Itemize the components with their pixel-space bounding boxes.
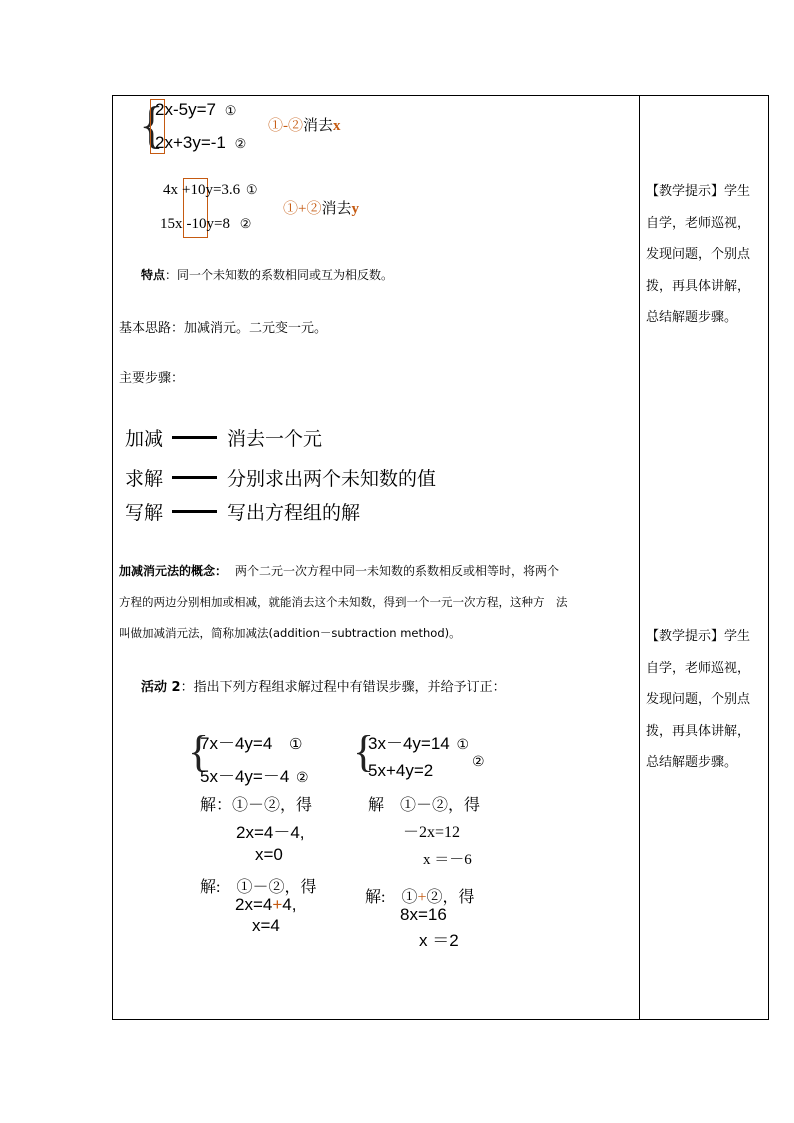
- solution-step: 解：①－②，得: [200, 797, 313, 814]
- corrected-sign: +: [272, 895, 283, 914]
- tip-line: 自学，老师巡视，: [646, 660, 751, 676]
- system2-equation-1: [163, 182, 258, 199]
- concept-line-1: [119, 562, 559, 579]
- tip-line: 【教学提示】学生: [646, 184, 751, 199]
- system1-note: [268, 114, 341, 135]
- solution-step: 2x=4－4,: [236, 823, 305, 842]
- concept-label: 加减消元法的概念：: [119, 564, 228, 578]
- equation-marker: ①: [245, 182, 258, 197]
- equation-part: 15x: [160, 216, 183, 232]
- step-description: 写出方程组的解: [227, 503, 361, 524]
- tip-line: 【教学提示】学生: [646, 629, 751, 644]
- tip-line: 发现问题，个别点: [646, 692, 751, 707]
- feature-line: [141, 266, 393, 283]
- activity-text: ：指出下列方程组求解过程中有错误步骤，并给予订正：: [180, 680, 506, 695]
- problem1-equation-1: [200, 729, 302, 754]
- activity-label: 活动 2: [141, 680, 181, 695]
- tip-line: 拨，再具体讲解，: [646, 723, 751, 739]
- concept-text: 两个二元一次方程中同一未知数的系数相反或相等时，将两个: [235, 564, 560, 578]
- equation-part: 解: ①: [365, 889, 418, 906]
- teaching-tip: [646, 176, 766, 334]
- problem2-equation-2: [368, 761, 433, 781]
- left-brace: {: [353, 727, 375, 776]
- equation-text: 3x－4y=14: [368, 734, 450, 753]
- feature-text: ：同一个未知数的系数相同或互为相反数。: [165, 268, 394, 282]
- correction-step: x=4: [252, 916, 280, 935]
- correction-step: [235, 895, 296, 915]
- equation-part: +10y=3.6: [182, 182, 241, 198]
- solution-step: x=0: [255, 845, 283, 864]
- tip-line: 拨，再具体讲解，: [646, 278, 751, 294]
- problem2-equation-1: [368, 729, 469, 754]
- teaching-tip: [646, 621, 766, 779]
- problem1-equation-2: [200, 762, 309, 787]
- corrected-sign: +: [417, 889, 427, 906]
- note-text: 消去: [321, 201, 352, 217]
- equation-part: 2x=4: [235, 895, 273, 914]
- system2-note: [283, 197, 359, 218]
- tip-line: 自学，老师巡视，: [646, 215, 751, 231]
- equation-marker: ②: [239, 216, 252, 231]
- tip-line: 总结解题步骤。: [646, 310, 738, 325]
- equation-marker: ①: [224, 103, 237, 118]
- step-name: 写解: [125, 503, 164, 524]
- note-text: 消去: [303, 118, 334, 134]
- tip-line: 总结解题步骤。: [646, 755, 738, 770]
- step-arrow-bar: [172, 510, 217, 513]
- equation-part: 4x: [163, 182, 178, 198]
- activity-line: [141, 676, 506, 695]
- correction-step: 解: ①－②，得: [200, 879, 317, 896]
- operation-label: ①+②: [283, 201, 322, 217]
- step-name: 求解: [125, 469, 164, 490]
- equation-marker: ①: [289, 736, 303, 753]
- equation-text: 7x－4y=4: [200, 734, 273, 753]
- system2-equation-2: [160, 216, 251, 233]
- equation-part: 4,: [282, 895, 297, 914]
- equation-text: 2x-5y=7: [155, 100, 216, 119]
- equation-marker: ②: [296, 769, 309, 785]
- eliminated-variable: y: [351, 201, 359, 217]
- system1-equation-2: [155, 133, 246, 153]
- equation-text: 2x+3y=-1: [155, 133, 226, 152]
- left-brace: {: [139, 97, 164, 154]
- step-name: 加减: [125, 429, 164, 450]
- equation-marker: ①: [456, 736, 470, 752]
- eliminated-variable: x: [333, 118, 341, 134]
- left-brace: {: [188, 727, 210, 776]
- tip-line: 发现问题，个别点: [646, 247, 751, 262]
- step-arrow-bar: [172, 476, 217, 479]
- correction-step: x ＝2: [419, 931, 459, 950]
- solution-step: －2x=12: [403, 824, 461, 841]
- equation-text: 5x－4y=－4: [200, 767, 290, 786]
- correction-step: [365, 884, 475, 907]
- correction-step: 8x=16: [400, 905, 447, 924]
- step-description: 分别求出两个未知数的值: [227, 469, 437, 490]
- system1-equation-1: [155, 100, 236, 120]
- equation-part: ②，得: [426, 889, 475, 906]
- equation-text: 5x+4y=2: [368, 761, 434, 780]
- operation-label: ①-②: [268, 118, 303, 134]
- column-divider: [639, 95, 640, 1020]
- basic-idea: 基本思路：加减消元。二元变一元。: [119, 321, 328, 336]
- feature-label: 特点: [141, 268, 166, 282]
- solution-step: x ＝－6: [423, 852, 472, 868]
- concept-line-3: 叫做加减消元法，简称加减法(addition－subtraction method)。: [119, 626, 461, 640]
- main-steps-label: 主要步骤：: [119, 371, 185, 386]
- solution-step: 解 ①－②，得: [368, 797, 481, 814]
- concept-line-2: 方程的两边分别相加或相减，就能消去这个未知数，得到一个一元一次方程，这种方 法: [119, 595, 568, 609]
- step-description: 消去一个元: [227, 429, 323, 450]
- step-arrow-bar: [172, 436, 217, 439]
- equation-marker: ②: [234, 136, 247, 151]
- equation-marker: ②: [472, 754, 485, 770]
- equation-part: -10y=8: [186, 216, 230, 232]
